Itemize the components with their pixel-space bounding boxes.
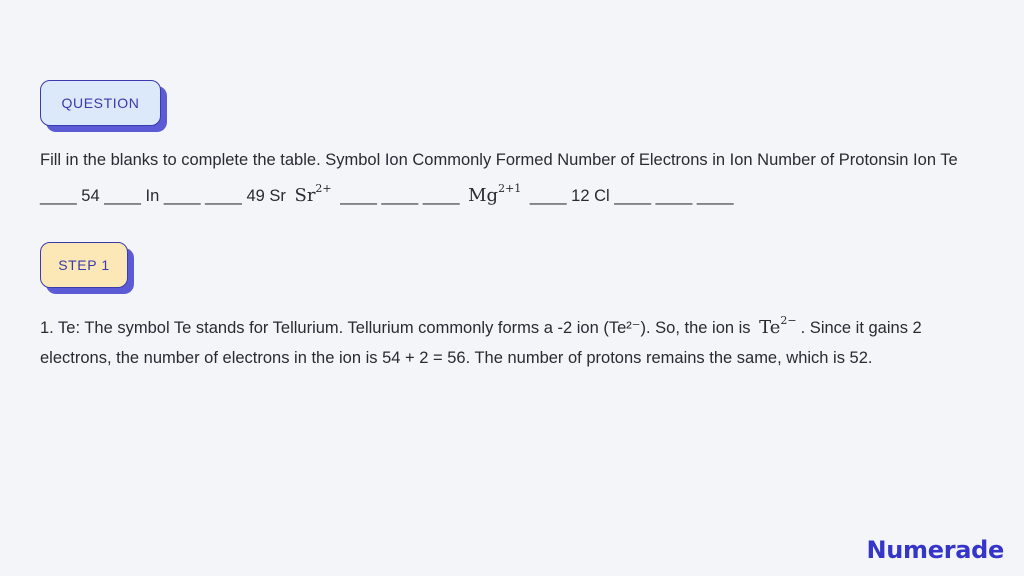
question-label: QUESTION [40, 80, 161, 126]
numerade-logo[interactable]: Numerade [866, 536, 1004, 564]
te-ion-base: Te [759, 317, 781, 338]
step-1-text-part-2: . Since it gains 2 electrons, the number of electrons in the ion is 54 + 2 = 56. The number of protons remains the same, which is 52. [40, 319, 922, 367]
mg-ion-charge: 2+1 [498, 181, 522, 195]
question-badge [40, 80, 161, 126]
question-text-part-2: ____ ____ ____ [340, 186, 460, 205]
te-ion-formula [759, 314, 797, 338]
step-1-text-part-1: 1. Te: The symbol Te stands for Tellurium. Tellurium commonly forms a -2 ion (Te²⁻). So, the ion is [40, 319, 751, 337]
mg-ion-base: Mg [468, 184, 499, 206]
question-text-part-3: ____ 12 Cl ____ ____ ____ [529, 186, 734, 205]
sr-ion-formula [294, 181, 332, 206]
question-text [40, 146, 990, 211]
sr-ion-base: Sr [294, 184, 316, 206]
step-1-label: STEP 1 [40, 242, 128, 288]
mg-ion-formula [468, 181, 522, 206]
step-1-text [40, 308, 990, 373]
te-ion-charge: 2− [780, 314, 797, 327]
question-text-part-1: Fill in the blanks to complete the table. Symbol Ion Commonly Formed Number of Electrons in Ion Number of Protonsin Ion Te ____ 54 ____ In ____ ____ 49 Sr [40, 151, 958, 205]
step-1-badge [40, 242, 128, 288]
sr-ion-charge: 2+ [315, 181, 332, 195]
